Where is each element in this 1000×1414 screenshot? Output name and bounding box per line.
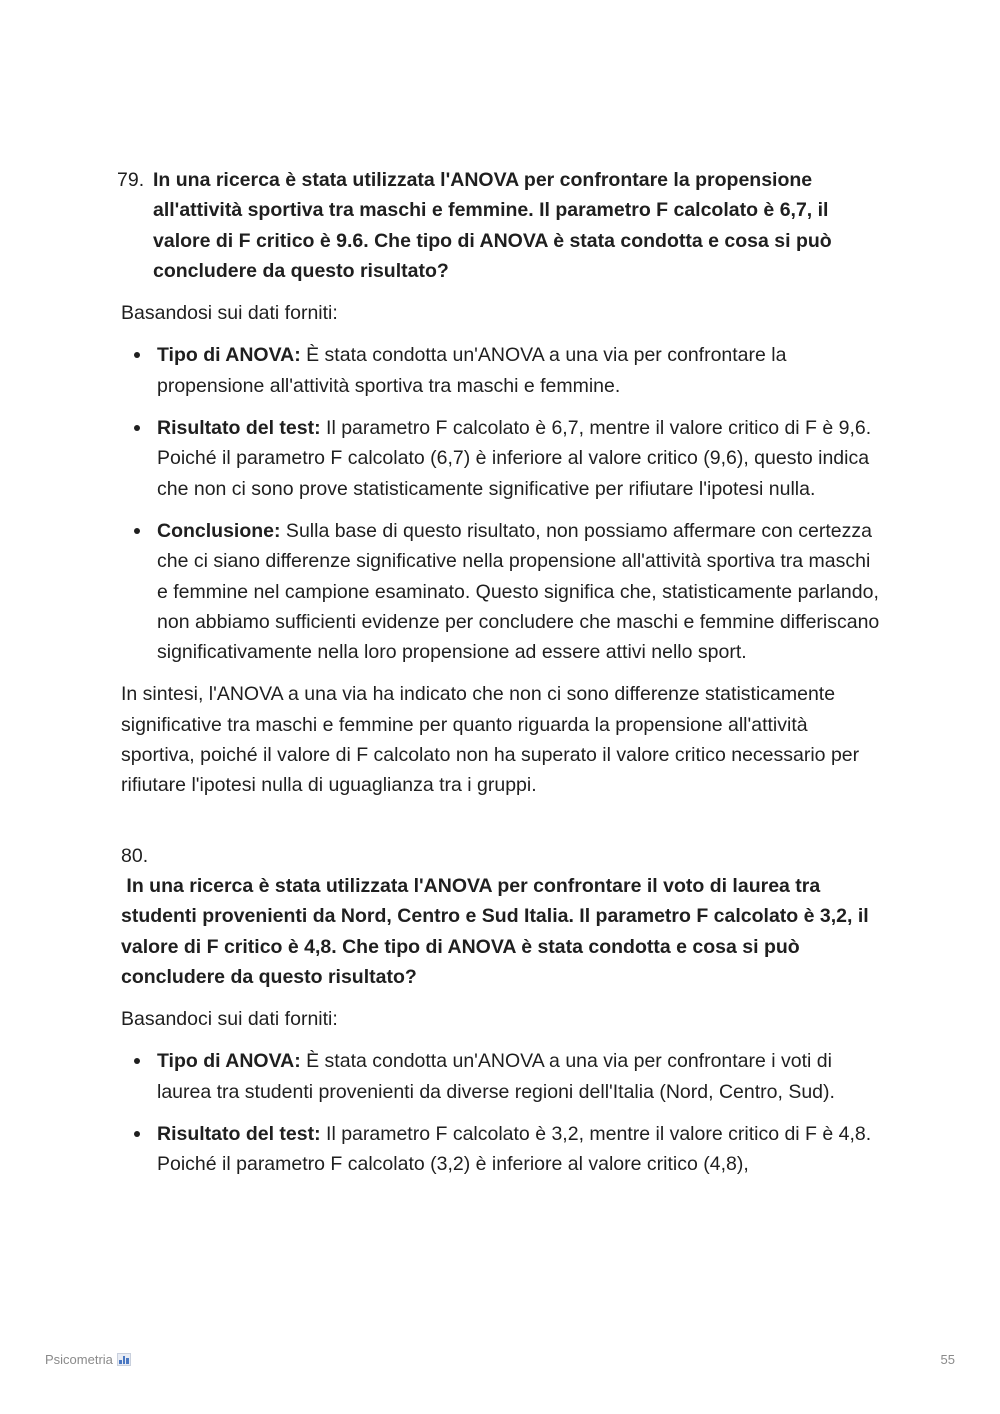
list-item [121,340,881,401]
answer-intro: Basandosi sui dati forniti: [121,302,338,325]
question-number: 79. [117,169,145,191]
question-text: In una ricerca è stata utilizzata l'ANOVA per confrontare il voto di laurea tra studenti provenienti da Nord, Centro e Sud Italia. Il parametro F calcolato è 3,2, il valore di F critico è 4,8. Che tipo di ANOVA è stata condotta e cosa si può concludere da questo risultato? [121,874,875,988]
item-lead: Conclusione: [157,519,281,542]
item-text: Il parametro F calcolato è 6,7, mentre il valore critico di F è 9,6. Poiché il parametro F calcolato (6,7) è inferiore al valore critico (9,6), questo indica che non ci sono prove statisticamente significative per rifiutare l'ipotesi nulla. [157,417,872,500]
list-item [121,1046,881,1107]
item-lead: Tipo di ANOVA: [157,344,301,367]
item-text: Il parametro F calcolato è 3,2, mentre il valore critico di F è 4,8. Poiché il parametro F calcolato (3,2) è inferiore al valore critico (4,8), [157,1123,872,1176]
item-lead: Risultato del test: [157,1123,321,1146]
answer-list [121,340,881,667]
question-number: 80. [121,844,149,867]
list-item [121,413,881,504]
item-text: È stata condotta un'ANOVA a una via per confrontare i voti di laurea tra studenti provenienti da diverse regioni dell'Italia (Nord, Centro, Sud). [157,1050,835,1103]
bar-chart-icon [117,1353,131,1366]
answer-intro: Basandoci sui dati forniti: [121,1008,338,1031]
item-text: Sulla base di questo risultato, non possiamo affermare con certezza che ci siano differenze significative nella propensione all'attività sportiva tra maschi e femmine nel campione esaminato. Questo significa che, statisticamente parlando, non abbiamo sufficienti evidenze per concludere che maschi e femmine differiscano significativamente nella loro propensione ad essere attivi nello sport. [157,519,880,664]
answer-summary: In sintesi, l'ANOVA a una via ha indicato che non ci sono differenze statisticamente significative tra maschi e femmine per quanto riguarda la propensione all'attività sportiva, poiché il valore di F calcolato non ha superato il valore critico necessario per rifiutare l'ipotesi nulla di uguaglianza tra i gruppi. [121,683,860,797]
page-content [117,165,881,1192]
list-item [121,1119,881,1180]
page-number: 55 [940,1352,955,1367]
item-lead: Tipo di ANOVA: [157,1050,301,1073]
question-text: In una ricerca è stata utilizzata l'ANOVA per confrontare la propensione all'attività sportiva tra maschi e femmine. Il parametro F calcolato è 6,7, il valore di F critico è 9.6. Che tipo di ANOVA è stata condotta e cosa si può concludere da questo risultato? [153,169,832,282]
item-lead: Risultato del test: [157,417,321,440]
footer-title [45,1352,131,1367]
footer-title-text: Psicometria [45,1352,113,1367]
list-item [121,516,881,667]
question-79 [117,165,881,286]
item-text: È stata condotta un'ANOVA a una via per confrontare la propensione all'attività sportiva tra maschi e femmine. [157,344,787,397]
section-spacer [121,813,881,841]
answer-list [121,1046,881,1179]
